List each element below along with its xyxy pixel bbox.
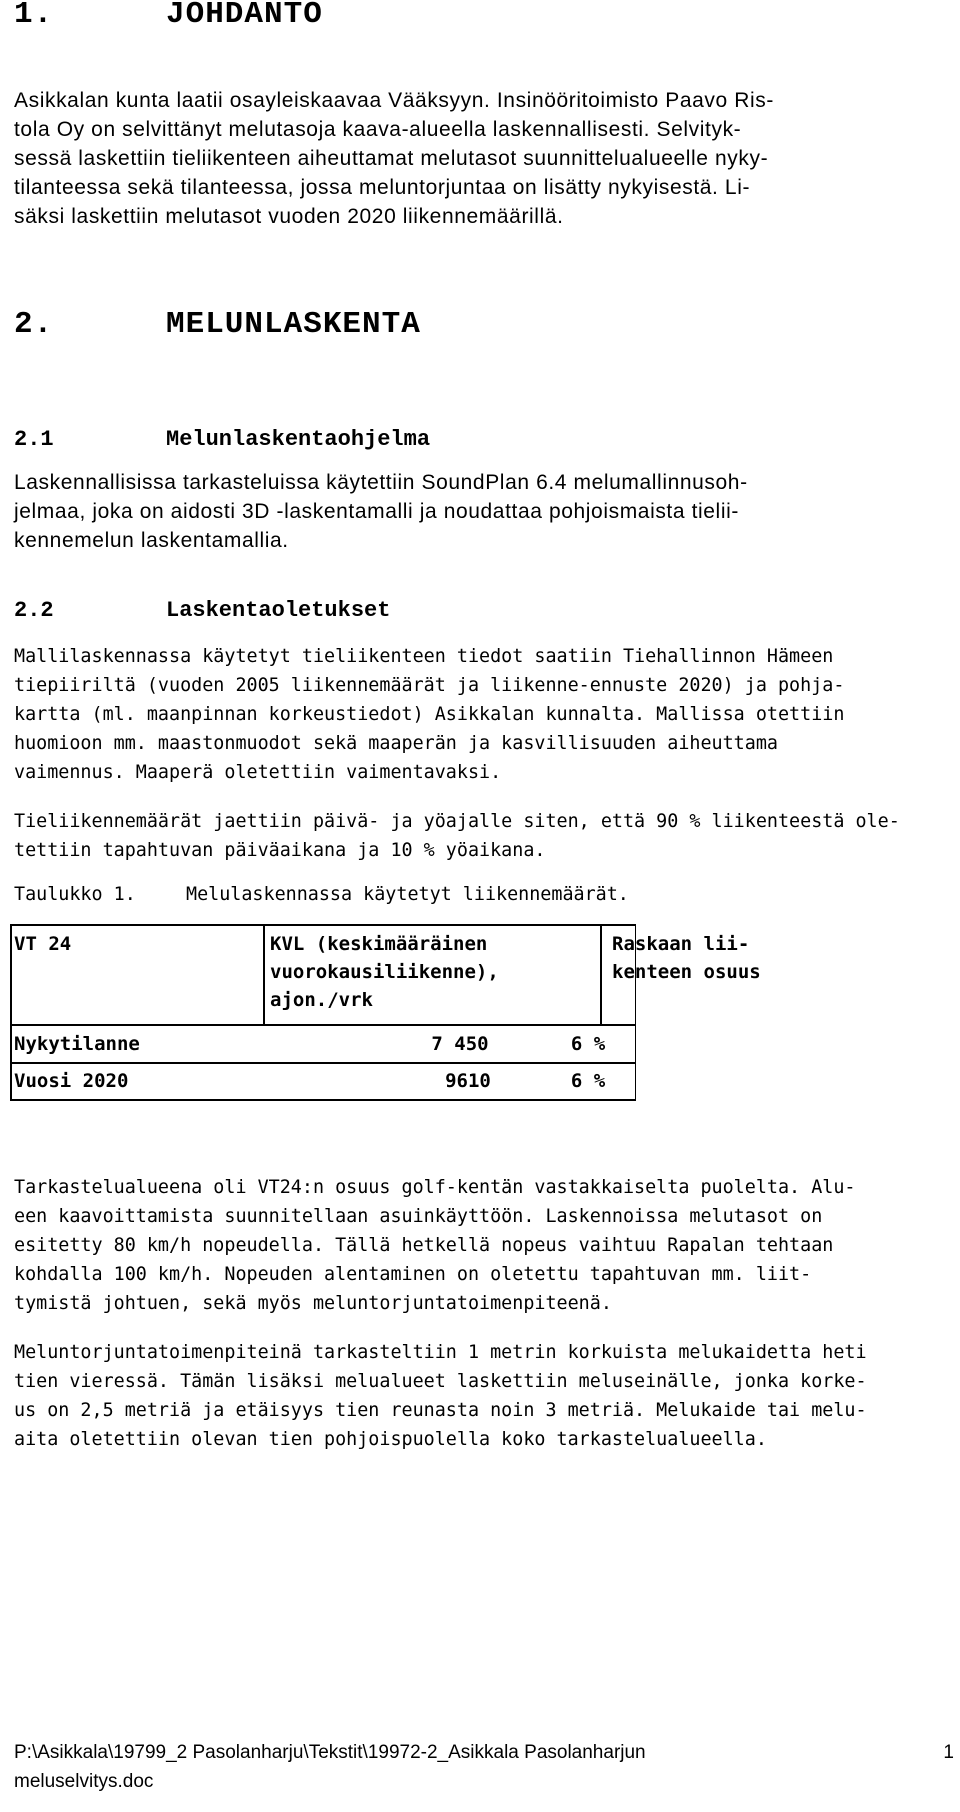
text-line: tymistä johtuen, sekä myös meluntorjuntatoimenpiteenä. (14, 1293, 612, 1314)
traffic-table-grid (10, 924, 636, 1100)
row-label: Nykytilanne (14, 1033, 140, 1055)
section-2-1-heading (14, 426, 954, 454)
row-heavy-share-value: 6 % (570, 1070, 606, 1092)
text-line: Meluntorjuntatoimenpiteinä tarkasteltiin 1 metrin korkuista melukaidetta heti (14, 1342, 867, 1363)
text-line: vaimennus. Maaperä oletettiin vaimentavaksi. (14, 762, 502, 783)
text-line: kartta (ml. maanpinnan korkeustiedot) Asikkalan kunnalta. Mallissa otettiin (14, 704, 845, 725)
header-text: ajon./vrk (270, 989, 373, 1011)
header-cell-heavy-share-text (612, 930, 761, 986)
section-title: MELUNLASKENTA (166, 307, 421, 342)
text-line: säksi laskettiin melutasot vuoden 2020 liikennemäärillä. (14, 205, 564, 228)
page-footer (14, 1738, 954, 1796)
text-line: kohdalla 100 km/h. Nopeuden alentaminen on oletettu tapahtuvan mm. liit- (14, 1264, 812, 1285)
header-text: kenteen osuus (612, 961, 761, 983)
text-line: jelmaa, joka on aidosti 3D -laskentamalli ja noudattaa pohjoismaista tielii- (14, 500, 739, 523)
section-2-2-heading (14, 597, 954, 625)
text-line: huomioon mm. maastonmuodot sekä maaperän ja kasvillisuuden aiheuttama (14, 733, 778, 754)
section-title: Melunlaskentaohjelma (166, 427, 431, 452)
text-line: tilanteessa sekä tilanteessa, jossa meluntorjuntaa on lisätty nykyisestä. Li- (14, 176, 751, 199)
caption-text: Melulaskennassa käytetyt liikennemäärät. (186, 884, 629, 905)
section-title: JOHDANTO (166, 0, 323, 32)
section-title: Laskentaoletukset (166, 598, 391, 623)
text-line: Laskennallisissa tarkasteluissa käytettiin SoundPlan 6.4 melumallinnusoh- (14, 471, 748, 494)
header-cell-road (14, 930, 71, 958)
section-number: 2.2 (14, 598, 54, 623)
table-caption (14, 880, 954, 909)
row-kvl-value: 7 450 (431, 1033, 489, 1055)
text-line: aita oletettiin olevan tien pohjoispuolella koko tarkastelualueella. (14, 1429, 767, 1450)
section-number: 2.1 (14, 427, 54, 452)
text-line: Mallilaskennassa käytetyt tieliikenteen tiedot saatiin Tiehallinnon Hämeen (14, 646, 834, 667)
section-1-heading (14, 0, 954, 32)
assumptions-paragraph-2 (14, 807, 954, 865)
text-line: sessä laskettiin tieliikenteen aiheuttamat melutasot suunnittelualueelle nyky- (14, 147, 769, 170)
section-number: 2. (14, 307, 54, 342)
file-path-line: meluselvitys.doc (14, 1771, 154, 1792)
text-line: tiepiiriltä (vuoden 2005 liikennemäärät ja liikenne-ennuste 2020) ja pohja- (14, 675, 845, 696)
section-number: 1. (14, 0, 54, 32)
text-line: kennemelun laskentamallia. (14, 529, 289, 552)
text-line: Tieliikennemäärät jaettiin päivä- ja yöajalle siten, että 90 % liikenteestä ole- (14, 811, 900, 832)
section-2-heading (14, 308, 954, 342)
assumptions-paragraph-1 (14, 642, 954, 787)
review-paragraph-1 (14, 1173, 954, 1318)
intro-paragraph (14, 86, 954, 231)
header-text: vuorokausiliikenne), (270, 961, 499, 983)
text-line: Tarkastelualueena oli VT24:n osuus golf-kentän vastakkaiselta puolelta. Alu- (14, 1177, 856, 1198)
text-line: een kaavoittamista suunnitellaan asuinkäyttöön. Laskennoissa melutasot on (14, 1206, 823, 1227)
header-text: KVL (keskimääräinen (270, 933, 488, 955)
file-path-line: P:\Asikkala\19799_2 Pasolanharju\Tekstit\19972-2_Asikkala Pasolanharjun (14, 1742, 646, 1763)
row-label: Vuosi 2020 (14, 1070, 129, 1092)
page-number: 1 (943, 1742, 954, 1763)
text-line: esitetty 80 km/h nopeudella. Tällä hetkellä nopeus vaihtuu Rapalan tehtaan (14, 1235, 834, 1256)
text-line: Asikkalan kunta laatii osayleiskaavaa Vääksyyn. Insinööritoimisto Paavo Ris- (14, 89, 774, 112)
row-heavy-share-value: 6 % (570, 1033, 606, 1055)
program-paragraph (14, 468, 954, 555)
header-text: Raskaan lii- (612, 933, 750, 955)
header-cell-kvl (270, 930, 499, 1014)
text-line: tettiin tapahtuvan päiväaikana ja 10 % yöaikana. (14, 840, 546, 861)
row-kvl-value: 9610 (445, 1070, 491, 1092)
review-paragraph-2 (14, 1338, 954, 1454)
text-line: tola Oy on selvittänyt melutasoja kaava-alueella laskennallisesti. Selvityk- (14, 118, 742, 141)
text-line: tien vieressä. Tämän lisäksi melualueet laskettiin meluseinälle, jonka korke- (14, 1371, 867, 1392)
caption-label: Taulukko 1. (14, 884, 136, 905)
header-text: VT 24 (14, 933, 72, 955)
text-line: us on 2,5 metriä ja etäisyys tien reunasta noin 3 metriä. Melukaide tai melu- (14, 1400, 867, 1421)
